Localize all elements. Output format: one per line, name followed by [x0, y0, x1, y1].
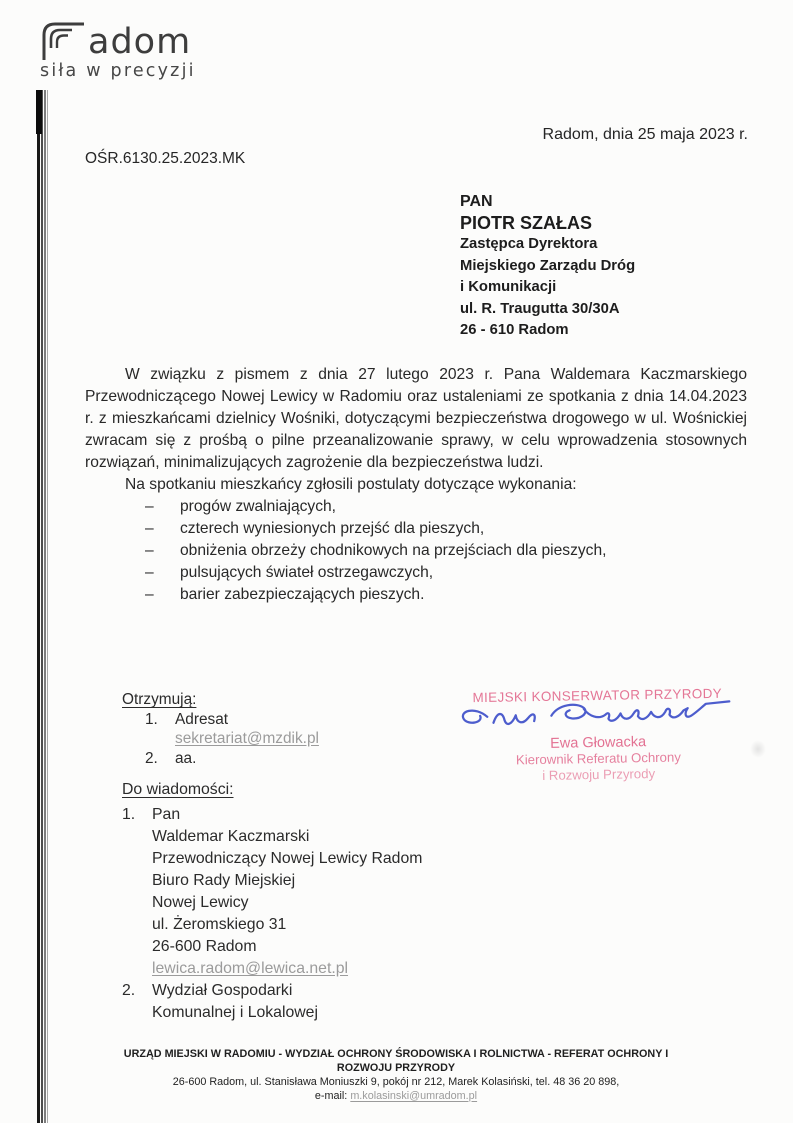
scan-artifact-line	[37, 90, 40, 1123]
radom-logo	[40, 20, 196, 81]
footer-email-label: e-mail:	[314, 1089, 348, 1102]
dash-marker: –	[145, 520, 154, 537]
distribution-section	[122, 690, 319, 768]
stamp-role-line: Kierownik Referatu Ochrony	[515, 749, 681, 768]
cc-line: Przewodniczący Nowej Lewicy Radom	[152, 850, 423, 867]
footer-email-line	[106, 1090, 686, 1104]
cc-address-block	[152, 980, 318, 1024]
list-item	[85, 540, 747, 562]
recipient-title: Zastępca Dyrektora	[460, 236, 598, 252]
letter-body	[85, 364, 747, 606]
scan-smudge	[750, 740, 766, 758]
scan-artifact-line	[36, 90, 42, 134]
recipient-org-line: i Komunikacji	[460, 279, 557, 295]
cc-line: Pan	[152, 806, 181, 823]
item-label: aa.	[175, 749, 197, 767]
dash-marker: –	[145, 586, 154, 603]
stamp-signer-name: Ewa Głowacka	[550, 734, 647, 752]
mzdik-email-link[interactable]: sekretariat@mzdik.pl	[175, 730, 319, 747]
scan-artifact-line	[44, 90, 46, 1123]
recipient-salutation: PAN	[460, 193, 493, 210]
list-item	[85, 562, 747, 584]
dash-marker: –	[145, 564, 154, 581]
cc-heading: Do wiadomości:	[122, 781, 234, 798]
cc-item	[122, 980, 422, 1024]
logo-brand-text: adom	[88, 22, 192, 62]
recipient-city: 26 - 610 Radom	[460, 322, 569, 338]
official-stamp	[447, 685, 749, 784]
item-number: 1.	[145, 710, 158, 728]
cc-line: Wydział Gospodarki	[152, 982, 293, 999]
item-label: Adresat	[175, 710, 229, 728]
cc-line: Biuro Rady Miejskiej	[152, 872, 296, 889]
distribution-item	[122, 749, 319, 769]
list-item-text: pulsujących świateł ostrzegawczych,	[180, 564, 434, 581]
radom-logo-r-icon	[40, 20, 86, 60]
footer-address-line: 26-600 Radom, ul. Stanisława Moniuszki 9, pokój nr 212, Marek Kolasiński, tel. 48 36 20 898,	[172, 1076, 620, 1088]
scan-artifact-line	[47, 90, 48, 1123]
cc-line: ul. Żeromskiego 31	[152, 916, 287, 933]
dash-marker: –	[145, 542, 154, 559]
distribution-heading: Otrzymują:	[122, 691, 197, 708]
footer-email-link[interactable]: m.kolasinski@umradom.pl	[350, 1089, 478, 1102]
cc-section	[122, 779, 422, 1024]
footer-department-line: URZĄD MIEJSKI W RADOMIU - WYDZIAŁ OCHRONY ŚRODOWISKA I ROLNICTWA - REFERAT OCHRONY I ROZWOJU PRZYRODY	[123, 1048, 669, 1074]
item-number: 2.	[122, 982, 136, 999]
list-item-text: barier zabezpieczających pieszych.	[180, 586, 425, 603]
distribution-item	[122, 710, 319, 730]
recipient-org-line: Miejskiego Zarządu Dróg	[460, 257, 636, 274]
scan-artifact-line	[41, 90, 43, 1123]
letter-date: Radom, dnia 25 maja 2023 r.	[542, 126, 748, 143]
list-item-text: obniżenia obrzeży chodnikowych na przejściach dla pieszych,	[180, 542, 607, 559]
body-paragraph-2: Na spotkaniu mieszkańcy zgłosili postulaty dotyczące wykonania:	[125, 476, 577, 493]
cc-line: 26-600 Radom	[152, 938, 257, 955]
list-item	[85, 518, 747, 540]
recipient-street: ul. R. Traugutta 30/30A	[460, 300, 620, 317]
item-number: 1.	[122, 806, 136, 823]
cc-line: Waldemar Kaczmarski	[152, 828, 310, 845]
recipient-name: PIOTR SZAŁAS	[460, 212, 593, 233]
letterhead-footer	[106, 1048, 686, 1103]
list-item-text: progów zwalniających,	[180, 498, 337, 515]
list-item	[85, 584, 747, 606]
recipient-block	[460, 191, 635, 342]
cc-item	[122, 804, 422, 980]
list-item-text: czterech wyniesionych przejść dla pieszych,	[180, 520, 485, 537]
list-item	[85, 496, 747, 518]
reference-number: OŚR.6130.25.2023.MK	[85, 150, 246, 167]
logo-tagline: siła w precyzji	[40, 61, 196, 81]
lewica-email-link[interactable]: lewica.radom@lewica.net.pl	[152, 960, 349, 977]
postulates-list	[85, 496, 747, 606]
cc-line: Komunalnej i Lokalowej	[152, 1004, 318, 1021]
body-paragraph-1: W związku z pismem z dnia 27 lutego 2023 r. Pana Waldemara Kaczmarskiego Przewodniczącego Nowej Lewicy w Radomiu oraz ustaleniami ze spotkania z dnia 14.04.2023 r. z mieszkańcami dzielnicy Wośniki, dotyczącymi bezpieczeństwa drogowego w ul. Wośnickiej zwracam się z prośbą o pilne przeanalizowanie sprawy, w celu wprowadzenia stosownych rozwiązań, minimalizujących zagrożenie dla bezpieczeństwa ludzi.	[85, 366, 747, 471]
stamp-title: MIEJSKI KONSERWATOR PRZYRODY	[472, 685, 723, 706]
cc-line: Nowej Lewicy	[152, 894, 249, 911]
dash-marker: –	[145, 498, 154, 515]
stamp-role-line: i Rozwoju Przyrody	[542, 765, 656, 783]
distribution-item-email	[122, 729, 319, 749]
cc-address-block	[152, 804, 422, 980]
item-number: 2.	[145, 749, 158, 767]
